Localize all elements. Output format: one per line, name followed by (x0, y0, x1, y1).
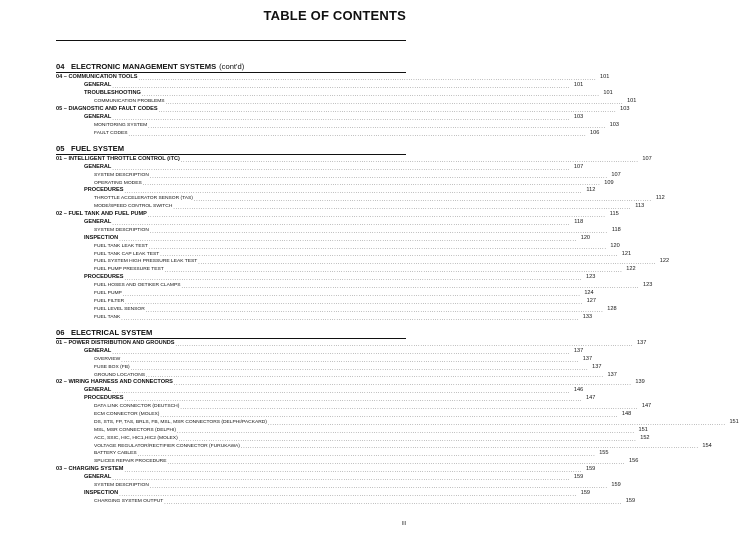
toc-entry[interactable] (56, 98, 637, 106)
toc-entry-label: MODE/SPEED CONTROL SWITCH (94, 204, 173, 210)
dot-leader: ........................................................................................................................................................................................................ (124, 189, 583, 196)
toc-entry-page: 107 (642, 155, 652, 162)
toc-entry-label: VOLTAGE REGULATOR/RECTIFIER CONNECTOR (FURUKAWA) (94, 443, 240, 449)
toc-entry-label: GENERAL (84, 219, 112, 226)
toc-entry-label: FUEL TANK LEAK TEST (94, 243, 148, 249)
toc-entry-page: 155 (599, 450, 609, 457)
toc-entry-label: THROTTLE ACCELERATOR SENSOR (TAS) (94, 196, 193, 202)
dot-leader: ........................................................................................................................................................................................................ (128, 131, 587, 138)
dot-leader: ........................................................................................................................................................................................................ (122, 291, 581, 298)
toc-entry-page: 151 (729, 418, 739, 425)
toc-entry-page: 123 (643, 282, 653, 289)
section-title[interactable]: ELECTRONIC MANAGEMENT SYSTEMS (71, 62, 217, 71)
toc-entry[interactable] (56, 203, 645, 212)
dot-leader: ........................................................................................................................................................................................................ (124, 397, 583, 404)
dot-leader: ........................................................................................................................................................................................................ (146, 373, 604, 380)
toc-entry-page: 137 (637, 339, 647, 346)
dot-leader: ........................................................................................................................................................................................................ (240, 444, 699, 451)
toc-entry[interactable] (56, 297, 597, 306)
dot-leader: ........................................................................................................................................................................................................ (164, 499, 623, 506)
section-title[interactable]: FUEL SYSTEM (71, 143, 125, 153)
toc-entry[interactable] (56, 442, 712, 451)
dot-leader: ........................................................................................................................................................................................................ (176, 428, 635, 435)
toc-entry-label: INSPECTION (84, 489, 119, 496)
toc-entry-label: OPERATING MODES (94, 180, 142, 186)
toc-entry-label: ACC, SSIC, HIC, HIC1,HIC2 (MOLEX) (94, 435, 178, 441)
toc-entry-label: COMMUNICATION PROBLEMS (94, 99, 165, 105)
toc-entry-label: SYSTEM DESCRIPTION (94, 172, 149, 178)
toc-entry[interactable] (56, 418, 739, 427)
section-heading (56, 327, 406, 338)
page-number: III (401, 521, 406, 527)
dot-leader: ........................................................................................................................................................................................................ (137, 452, 596, 459)
toc-entry[interactable] (56, 179, 614, 188)
toc-entry[interactable] (56, 187, 596, 196)
toc-entry-page: 120 (610, 242, 620, 249)
toc-entry[interactable] (56, 211, 619, 220)
toc-entry-page: 107 (573, 163, 584, 170)
toc-entry[interactable] (56, 305, 617, 314)
toc-entry-page: 101 (627, 98, 637, 105)
toc-entry-label: GENERAL (84, 474, 112, 481)
toc-entry[interactable] (56, 155, 652, 164)
toc-entry-page: 154 (702, 442, 712, 449)
toc-entry-label: OVERVIEW (94, 356, 121, 362)
section-rule (56, 154, 406, 155)
dot-leader: ........................................................................................................................................................................................................ (193, 197, 652, 204)
toc-entry-label: MSL, MSR CONNECTORS (DELPHI) (94, 427, 176, 433)
toc-entry-label: 02 – FUEL TANK AND FUEL PUMP (56, 211, 147, 218)
section-subtitle: (cont'd) (219, 62, 245, 71)
toc-entry[interactable] (56, 219, 584, 227)
toc-entry-label: GENERAL (84, 113, 112, 120)
dot-leader: ........................................................................................................................................................................................................ (130, 365, 589, 372)
toc-entry-label: FUEL TANK CAP LEAK TEST (94, 251, 160, 257)
toc-entry[interactable] (56, 90, 613, 99)
toc-entry-page: 139 (635, 379, 645, 386)
toc-entry[interactable] (56, 82, 584, 91)
dot-leader: ........................................................................................................................................................................................................ (148, 244, 607, 251)
toc-entry-page: 159 (580, 489, 591, 496)
section-heading (56, 143, 406, 154)
toc-entry[interactable] (56, 290, 594, 298)
toc-entry[interactable] (56, 458, 639, 467)
dot-leader: ........................................................................................................................................................................................................ (121, 357, 580, 364)
toc-entry[interactable] (56, 195, 665, 204)
toc-entry-label: FAULT CODES (94, 130, 128, 136)
toc-entry[interactable] (56, 497, 636, 506)
toc-entry-label: GENERAL (84, 387, 112, 394)
dot-leader: ........................................................................................................................................................................................................ (125, 299, 584, 306)
toc-entry-page: 137 (607, 371, 617, 378)
dot-leader: ........................................................................................................................................................................................................ (119, 236, 578, 243)
toc-entry-page: 146 (573, 387, 584, 394)
toc-entry-page: 148 (621, 411, 632, 417)
dot-leader: ........................................................................................................................................................................................................ (112, 84, 571, 91)
toc-entry[interactable] (56, 121, 620, 130)
toc-entry-page: 159 (611, 482, 621, 489)
dot-leader: ........................................................................................................................................................................................................ (165, 99, 624, 106)
toc-entry-page: 103 (609, 121, 620, 128)
dot-leader: ........................................................................................................................................................................................................ (178, 436, 637, 443)
dot-leader: ........................................................................................................................................................................................................ (149, 483, 608, 490)
toc-entry-label: FUEL LEVEL SENSOR (94, 306, 145, 312)
section-number: 05 (56, 143, 65, 153)
dot-leader: ........................................................................................................................................................................................................ (147, 213, 606, 220)
table-of-contents (56, 61, 739, 506)
dot-leader: ........................................................................................................................................................................................................ (145, 307, 604, 314)
toc-entry-page: 113 (635, 203, 645, 210)
toc-entry[interactable] (56, 395, 596, 404)
section-number: 06 (56, 327, 65, 337)
dot-leader: ........................................................................................................................................................................................................ (149, 228, 608, 235)
toc-entry[interactable] (56, 339, 647, 348)
toc-entry-page: 122 (659, 258, 670, 265)
toc-entry-label: 01 – INTELLIGENT THROTTLE CONTROL (iTC) (56, 155, 180, 162)
dot-leader: ........................................................................................................................................................................................................ (112, 349, 571, 356)
toc-entry-label: 04 – COMMUNICATION TOOLS (56, 74, 138, 81)
toc-entry[interactable] (56, 234, 591, 243)
toc-entry-label: FUEL HOSES AND OETIKER CLAMPS (94, 283, 181, 289)
dot-leader: ........................................................................................................................................................................................................ (180, 157, 639, 164)
toc-entry-label: FUEL PUMP PRESSURE TEST (94, 267, 164, 273)
toc-entry-label: SPLICES REPAIR PROCEDURE (94, 459, 167, 465)
toc-entry-label: 05 – DIAGNOSTIC AND FAULT CODES (56, 105, 158, 112)
page-title: TABLE OF CONTENTS (263, 8, 406, 23)
toc-entry[interactable] (56, 226, 621, 235)
section-number: 04 (56, 62, 65, 71)
toc-entry-page: 151 (638, 426, 648, 433)
toc-entry-page: 121 (621, 250, 632, 257)
dot-leader: ........................................................................................................................................................................................................ (112, 115, 571, 122)
section-heading (56, 61, 406, 72)
toc-entry-page: 123 (585, 274, 596, 281)
toc-entry[interactable] (56, 466, 596, 475)
toc-entry[interactable] (56, 450, 609, 459)
toc-entry-page: 115 (609, 211, 619, 218)
dot-leader: ........................................................................................................................................................................................................ (112, 165, 571, 172)
toc-entry-page: 124 (584, 290, 594, 297)
title-rule (56, 40, 406, 41)
dot-leader: ........................................................................................................................................................................................................ (167, 460, 626, 467)
dot-leader: ........................................................................................................................................................................................................ (124, 468, 583, 475)
toc-entry-label: PROCEDURES (84, 274, 124, 281)
toc-entry-page: 118 (574, 219, 584, 226)
toc-entry[interactable] (56, 113, 584, 122)
dot-leader: ........................................................................................................................................................................................................ (173, 205, 632, 212)
dot-leader: ........................................................................................................................................................................................................ (175, 341, 634, 348)
toc-entry[interactable] (56, 171, 621, 180)
toc-entry-label: MONITORING SYSTEM (94, 122, 148, 128)
toc-entry-label: GENERAL (84, 347, 112, 354)
toc-entry-page: 107 (611, 171, 621, 178)
toc-entry-page: 103 (620, 105, 630, 112)
dot-leader: ........................................................................................................................................................................................................ (158, 107, 617, 114)
toc-entry-page: 109 (604, 179, 614, 186)
dot-leader: ........................................................................................................................................................................................................ (160, 252, 619, 259)
dot-leader: ........................................................................................................................................................................................................ (141, 92, 600, 99)
dot-leader: ........................................................................................................................................................................................................ (180, 405, 639, 412)
toc-entry-page: 112 (586, 187, 596, 194)
toc-entry[interactable] (56, 105, 630, 114)
toc-entry[interactable] (56, 363, 602, 372)
toc-entry-page: 106 (590, 129, 600, 136)
toc-entry[interactable] (56, 347, 584, 356)
toc-entry-page: 137 (582, 355, 593, 362)
section-rule (56, 72, 406, 73)
toc-entry-page: 156 (628, 458, 639, 465)
toc-entry[interactable] (56, 489, 591, 498)
dot-leader: ........................................................................................................................................................................................................ (164, 268, 623, 275)
toc-entry-label: PROCEDURES (84, 395, 124, 402)
toc-entry-page: 159 (585, 466, 596, 473)
toc-entry[interactable] (56, 474, 584, 483)
toc-entry-label: INSPECTION (84, 234, 119, 241)
toc-entry[interactable] (56, 163, 584, 172)
toc-entry-label: FUEL PUMP (94, 291, 122, 297)
toc-entry-label: FUSE BOX (FB) (94, 364, 130, 370)
toc-entry-page: 152 (640, 434, 650, 441)
dot-leader: ........................................................................................................................................................................................................ (138, 76, 597, 83)
toc-entry[interactable] (56, 403, 652, 412)
toc-entry-page: 159 (573, 474, 584, 481)
toc-entry-label: DATA LINK CONNECTOR (DEUTSCH) (94, 404, 180, 410)
toc-entry-page: 128 (607, 305, 617, 312)
dot-leader: ........................................................................................................................................................................................................ (124, 276, 583, 283)
toc-entry-page: 137 (573, 347, 584, 354)
toc-entry-label: FUEL TANK (94, 314, 121, 320)
dot-leader: ........................................................................................................................................................................................................ (160, 412, 619, 419)
toc-entry[interactable] (56, 434, 650, 443)
toc-entry-label: CHARGING SYSTEM OUTPUT (94, 498, 164, 504)
toc-entry[interactable] (56, 313, 593, 322)
dot-leader: ........................................................................................................................................................................................................ (142, 181, 601, 188)
toc-entry-page: 127 (586, 297, 597, 304)
dot-leader: ........................................................................................................................................................................................................ (173, 381, 632, 388)
dot-leader: ........................................................................................................................................................................................................ (148, 123, 607, 130)
toc-entry[interactable] (56, 129, 600, 138)
toc-entry[interactable] (56, 387, 584, 396)
toc-entry-page: 133 (582, 313, 593, 320)
dot-leader: ........................................................................................................................................................................................................ (112, 389, 571, 396)
toc-entry[interactable] (56, 482, 621, 490)
toc-entry-label: SYSTEM DESCRIPTION (94, 483, 149, 489)
toc-entry-label: FUEL FILTER (94, 298, 125, 304)
toc-entry[interactable] (56, 242, 620, 251)
dot-leader: ........................................................................................................................................................................................................ (112, 220, 571, 227)
toc-entry[interactable] (56, 379, 645, 388)
toc-entry-label: FUEL SYSTEM HIGH PRESSURE LEAK TEST (94, 259, 198, 265)
toc-entry[interactable] (56, 258, 670, 267)
toc-entry-page: 147 (585, 395, 596, 402)
toc-entry-label: 03 – CHARGING SYSTEM (56, 466, 124, 473)
toc-entry-page: 147 (641, 403, 652, 410)
toc-entry-page: 137 (592, 363, 602, 370)
toc-entry-page: 101 (603, 90, 613, 97)
dot-leader: ........................................................................................................................................................................................................ (149, 173, 608, 180)
toc-entry-label: GROUND LOCATIONS (94, 372, 145, 378)
toc-entry-label: SYSTEM DESCRIPTION (94, 227, 149, 233)
dot-leader: ........................................................................................................................................................................................................ (181, 284, 640, 291)
toc-entry[interactable] (56, 266, 636, 275)
toc-entry-page: 118 (611, 226, 621, 233)
toc-entry-label: GENERAL (84, 82, 112, 89)
toc-entry[interactable] (56, 411, 632, 419)
toc-entry[interactable] (56, 274, 596, 283)
toc-entry-page: 103 (573, 113, 584, 120)
toc-entry[interactable] (56, 282, 653, 291)
dot-leader: ........................................................................................................................................................................................................ (112, 476, 571, 483)
toc-entry-page: 159 (625, 497, 636, 504)
dot-leader: ........................................................................................................................................................................................................ (121, 315, 580, 322)
toc-entry-label: 02 – WIRING HARNESS AND CONNECTORS (56, 379, 173, 386)
toc-entry-label: 01 – POWER DISTRIBUTION AND GROUNDS (56, 339, 175, 346)
toc-entry-label: PROCEDURES (84, 187, 124, 194)
toc-entry[interactable] (56, 250, 632, 259)
toc-entry-page: 112 (655, 195, 665, 202)
toc-entry-page: 120 (580, 234, 591, 241)
dot-leader: ........................................................................................................................................................................................................ (267, 420, 726, 427)
toc-entry-label: BATTERY CABLES (94, 451, 137, 457)
toc-entry-label: GENERAL (84, 163, 112, 170)
section-rule (56, 338, 406, 339)
toc-entry[interactable] (56, 74, 610, 83)
dot-leader: ........................................................................................................................................................................................................ (198, 260, 657, 267)
toc-entry-page: 101 (600, 74, 610, 81)
toc-entry[interactable] (56, 355, 593, 364)
toc-entry-label: ECM CONNECTOR (MOLEX) (94, 412, 160, 417)
dot-leader: ........................................................................................................................................................................................................ (119, 491, 578, 498)
toc-entry[interactable] (56, 371, 617, 380)
toc-entry[interactable] (56, 426, 648, 435)
toc-entry-page: 122 (626, 266, 636, 273)
toc-entry-label: DS, STS, FP, TAS, BRLS, FB, MSL, MSR CONNECTORS (DELPHI/PACKARD) (94, 419, 267, 425)
toc-entry-label: TROUBLESHOOTING (84, 90, 141, 97)
section-title[interactable]: ELECTRICAL SYSTEM (71, 327, 153, 337)
toc-entry-page: 101 (573, 82, 584, 89)
